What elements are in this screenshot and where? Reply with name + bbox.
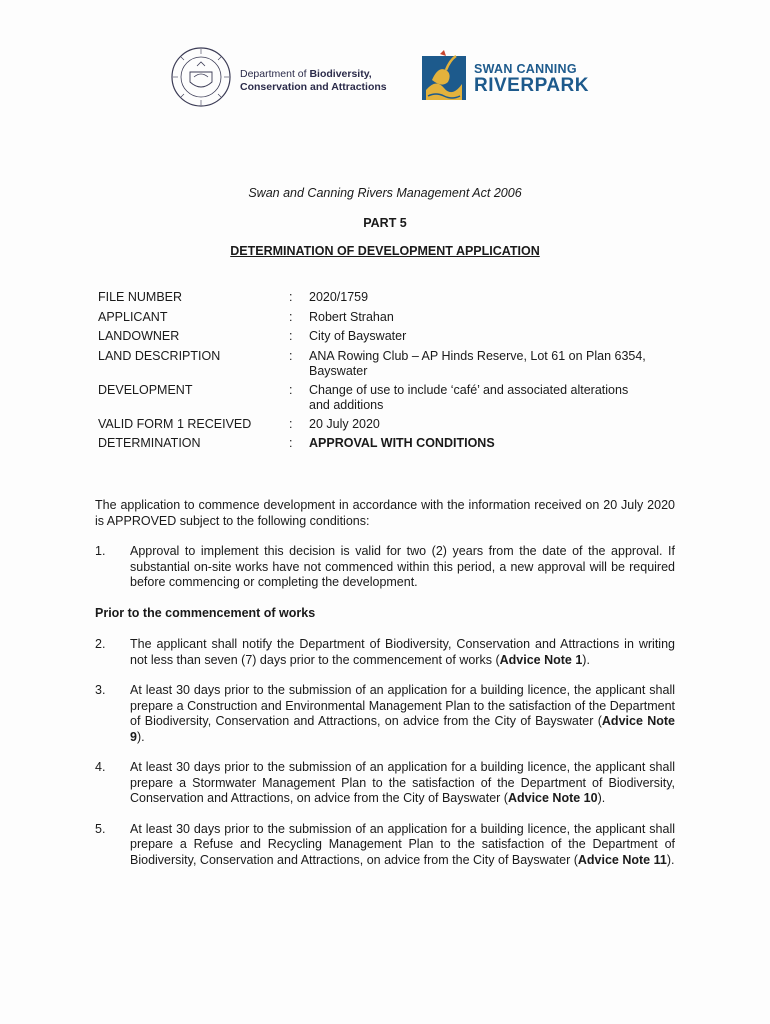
detail-colon: : [289, 309, 293, 324]
condition-number: 1. [95, 544, 106, 558]
condition-number: 3. [95, 683, 106, 697]
detail-label: DEVELOPMENT [98, 382, 193, 397]
detail-label: FILE NUMBER [98, 290, 183, 304]
detail-value: 2020/1759 [309, 290, 369, 304]
detail-colon: : [289, 382, 293, 397]
detail-colon: : [289, 436, 293, 450]
riverpark-wordmark: SWAN CANNING RIVERPARK [474, 62, 589, 96]
advice-note-ref: Advice Note 1 [499, 652, 583, 667]
detail-label: APPLICANT [98, 309, 168, 324]
detail-row-landowner [98, 329, 688, 349]
detail-value: Change of use to include ‘café’ and associated alterations and additions [309, 382, 629, 412]
government-seal-logo [170, 46, 232, 108]
condition-item [95, 683, 675, 745]
act-title: Swan and Canning Rivers Management Act 2006 [248, 186, 522, 200]
detail-label: VALID FORM 1 RECEIVED [98, 416, 252, 431]
department-name: Department of Biodiversity, Conservation and Attractions [240, 68, 387, 93]
detail-value: ANA Rowing Club – AP Hinds Reserve, Lot 61 on Plan 6354, Bayswater [309, 348, 646, 378]
advice-note-ref: Advice Note 11 [577, 852, 667, 867]
detail-row-file-number [98, 290, 688, 310]
detail-value: City of Bayswater [309, 329, 407, 343]
detail-row-land-description [98, 349, 688, 383]
detail-value: 20 July 2020 [309, 416, 380, 431]
condition-text: The applicant shall notify the Department of Biodiversity, Conservation and Attractions in writing not less than seven (7) days prior to the commencement of works (Advice Note 1). [130, 637, 675, 667]
detail-colon: : [289, 416, 293, 431]
condition-item [95, 760, 675, 807]
letterhead [170, 46, 600, 110]
condition-text: Approval to implement this decision is valid for two (2) years from the date of the approval. If substantial on-site works have not commenced within this period, a new approval will be required before commencing or completing the development. [130, 544, 675, 589]
detail-label: DETERMINATION [98, 436, 201, 450]
condition-item [95, 637, 675, 668]
detail-colon: : [289, 348, 293, 363]
detail-row-determination [98, 436, 688, 456]
condition-number: 4. [95, 760, 106, 774]
condition-text: At least 30 days prior to the submission of an application for a building licence, the applicant shall prepare a Refuse and Recycling Management Plan to the satisfaction of the Department of Biodiversity, Conservation and Attractions, on advice from the City of Bayswater (Advice Note 11). [130, 821, 675, 867]
document-title: DETERMINATION OF DEVELOPMENT APPLICATION [230, 244, 540, 258]
swan-canning-riverpark-logo [422, 50, 466, 102]
condition-text: At least 30 days prior to the submission of an application for a building licence, the applicant shall prepare a Construction and Environmental Management Plan to the satisfaction of the Department of Biodiversity, Conservation and Attractions, on advice from the City of Bayswater (Advice Note 9). [130, 683, 675, 744]
condition-number: 5. [95, 821, 106, 836]
intro-paragraph: The application to commence development in accordance with the information received on 20 July 2020 is APPROVED subject to the following conditions: [95, 498, 675, 528]
condition-text: At least 30 days prior to the submission of an application for a building licence, the applicant shall prepare a Stormwater Management Plan to the satisfaction of the Department of Biodiversity, Conservation and Attractions, on advice from the City of Bayswater (Advice Note 10). [130, 760, 675, 805]
section-subheading: Prior to the commencement of works [95, 605, 316, 620]
detail-row-applicant [98, 310, 688, 330]
detail-row-development [98, 383, 688, 417]
condition-number: 2. [95, 637, 106, 651]
part-heading: PART 5 [363, 216, 407, 230]
detail-label: LAND DESCRIPTION [98, 348, 221, 363]
advice-note-ref: Advice Note 9 [130, 714, 675, 744]
detail-colon: : [289, 329, 293, 343]
advice-note-ref: Advice Note 10 [507, 791, 598, 805]
detail-colon: : [289, 290, 293, 304]
detail-row-valid-form [98, 417, 688, 437]
application-details [98, 290, 688, 456]
condition-item [95, 822, 675, 869]
detail-value: Robert Strahan [309, 309, 394, 324]
conditions-body [95, 498, 675, 883]
condition-item [95, 544, 675, 591]
detail-label: LANDOWNER [98, 329, 180, 343]
determination-value: APPROVAL WITH CONDITIONS [309, 436, 495, 450]
